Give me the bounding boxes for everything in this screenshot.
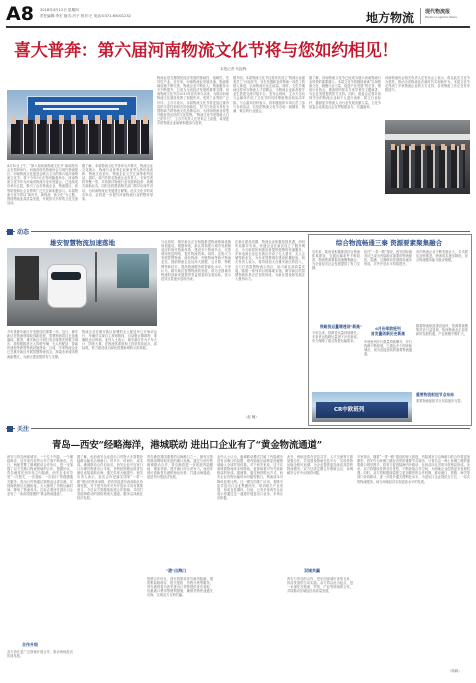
main-headline: 喜大普奔：第六届河南物流文化节将与您如约相见！: [14, 41, 399, 61]
masthead-rule: [6, 26, 470, 28]
article-top-col5: 据了解，河南物流文化节已经成为展示河南物流行业风采的重要窗口。本届文化节将继续秉承“弘扬物流文化、凝聚行业力量、促进产业发展”的宗旨，围绕行业热点，邀请国内知名专家学者作主题演讲，为企业发展提供智力支持。同时，组委会还将对表现突出的物流企业和个人进行表彰，树立行业标杆，激励更多物流人为行业发展贡献力量。文化节组委会也欢迎社会各界积极参与，共襄盛举。: [309, 76, 381, 109]
bottom-col3b: 按照合作协议，西安将建设青岛港内陆港，提供集装箱堆存、报关报检、货物分拨等服务。青岛港则将为西安进出口货物提供优先装船、优惠港口费用等便利措施，确保货物快速通关出海，实现双方互利共赢。: [147, 577, 213, 598]
article2-col2: 依托“一带一路”建设，西安国际港务区已成为内陆地区重要的物流枢纽，陆港、空港联动发展格局逐步形成，对外开放水平持续提升。: [364, 250, 412, 267]
article1-title: 雄安智慧物流加速落地: [50, 239, 115, 247]
bottom-rule: [6, 428, 470, 429]
focus-section-tag: [7, 424, 31, 433]
article-top-col2: 据了解，本届物流文化节将举办开幕式、物流企业文化展示、物流行业优秀企业和优秀人物评选表彰、物流文化论坛、物流企业文艺汇演等系列活动。届时，省内外知名物流企业负责人、专家学者将齐聚一堂，共同探讨物流行业发展新趋势、新模式和新业态。同时还将邀请相关部门领导出席并讲话，为河南物流业发展建言献策。此次文化节的成功举办，必将进一步提升河南物流行业的整体形象。: [82, 164, 153, 201]
headline-byline: 本报记者 代振锋: [220, 67, 247, 71]
article1-col3: 与此同时，雄安新区正在积极推进物流基础设施规划建设。根据规划，新区将构建与城市发展相适应的现代物流体系，建设多个物流节点，完善城市配送网络，提升物流效率。同时，还将大力发展智慧物流、绿色物流、冷链物流等新兴物流业态，鼓励物流企业运用大数据、云计算、物联网等新技术，提高物流服务的智能化水平。专家认为，雄安新区智慧物流的发展，将为全国城市物流的创新发展提供有益借鉴和宝贵经验，其示范效应将逐步显现出来。: [161, 240, 231, 281]
article-top-col6: 河南物流协会相关负责人在发布会上表示，将以此次文化节为契机，推动全省物流业在新时代实现新作为。本届文化节还得到了多家物流企业的大力支持，各项筹备工作正在有序推进中。: [385, 76, 470, 93]
article2-col5: 中欧班列开行数量持续攀升，开行线路不断拓展，已通达多个国家和城市，成为连接亚欧的重要物流通道。: [364, 340, 412, 357]
tag-square-icon-2: [7, 426, 13, 432]
masthead-logo-box: [420, 8, 471, 24]
section-title: 地方物流: [366, 11, 415, 25]
ceremony-photo: [7, 90, 153, 160]
paper-subname: Modern Logistics News: [425, 15, 457, 19]
autonomous-vehicle-photo: [7, 248, 157, 326]
article-top-col3: 物流业是支撑国民经济发展的基础性、战略性、先导性产业。近年来，河南物流业发展迅速，物流基础设施不断完善，物流企业不断壮大，物流服务水平不断提升，已成为全省经济发展的重要支撑。河南物流文化节自2013年首次举办以来，为推动河南物流文化建设发挥了积极作用，受到了业界的广泛好评。主办方表示，本届物流文化节将更加注重内容的丰富性和形式的创新性，努力打造成为具有全国影响力的物流文化品牌活动，为河南物流业转型升级营造良好的文化氛围。“物流文化节是物流人自己的节日”，主办方负责人在发布会上说道，希望更多的物流企业能够积极参与进来。: [157, 76, 229, 126]
right-col-text: 重要物流枢纽节点布局逐步完善。: [416, 399, 464, 403]
bottom-col5: 此外，两地还将在信息共享、人才交流等方面加强合作，共同建设物流信息平台，实现货物运输全程可追溯，为企业提供更加优质高效的物流服务。双方还将定期召开联席会议，协调解决合作中出现的问题。: [287, 455, 353, 476]
page-number: A8: [6, 3, 34, 25]
focus-tag-label: 关注: [17, 426, 30, 433]
bottom-subhead1: 合作升级: [22, 642, 38, 647]
paper-name: 现代物流报: [425, 9, 451, 15]
article2-subhead2: 6月份郑欧班列 首发量创新历史新高: [370, 326, 406, 336]
article1-col4: 在新区建设初期，物流企业积极抢抓机遇，纷纷布局雄安市场。快递企业在新区设立了服务网点，为当地居民和建设者提供便捷的快递服务。多家电商企业也在新区开设了无人超市、无人仓储等新业态，为未来智慧城市建设积累经验。相关负责人表示，将持续加大在雄安新区的投入，全力打造智慧物流示范区，助力新区高质量发展。随着一系列项目的落地实施，雄安新区的智慧物流体系正在加快形成，为新区建设和发展注入强劲动力。: [235, 240, 305, 281]
article-top-col4: 据介绍，本届物流文化节还将首次设立“物流行业最美员工”评选环节，旨在发掘和宣传物流一线员工的感人事迹，弘扬物流行业正能量。同时，文化节期间还将举办物流人才招聘会，为物流企业和高校毕业生搭建交流对接平台。发布会现场，主办方还向与会媒体介绍了文化节的具体筹备情况和活动安排。与会嘉宾纷纷表示，将积极组织本单位员工参与各项活动，共同把物流文化节办成一届精彩、圆满、难忘的行业盛会。: [233, 76, 305, 113]
bottom-headline: 青岛—西安“经略海洋，港城联动 进出口企业有了“黄金物流通道”: [52, 440, 323, 451]
freight-train-photo: [312, 392, 412, 422]
bottom-col6: 专家指出，随着“一带一路”建设的深入推进，内陆城市与沿海港口的合作将更加紧密。西安作为丝绸之路经济带的重要节点城市，与青岛这一海上丝绸之路的重要港口城市携手，将有力促进陆海内外联动、东西双向互济的开放格局形成。未来，双方将继续发挥各自优势，不断拓展合作空间，为两地企业创造更多发展机遇。同时，双方将积极探索建立更加紧密的合作机制，推动港口、铁路、海关等部门协同联动，进一步提升通关便利化水平，为进出口企业提供全方位、一站式的物流服务，助力两地经济实现更高水平的发展。: [357, 455, 470, 484]
bottom-col1: 西安与青岛两座城市，一个位于内陆、一个濒临海洋，近年来在经贸合作方面不断深化。近日，两地签署了港城联动合作协议，进一步加强了双方在港口物流领域的合作。根据协议，青岛港将在西安设立内陆港，西安企业可享受“一次报关、一次查验、一次放行”的便捷通关服务，进出口货物通过铁路直达青岛港，实现海铁联运无缝衔接，大大缩短了货物运输时间，降低了物流成本。这标志着西安进出口企业有了一条高效便捷的“黄金物流通道”。: [7, 455, 73, 496]
article1-col2: 物流企业在雄安新区部署的无人配送车已开始试运行，车辆可实现自主规划路线、自动避让障碍物、准确抵达目的地。业内人士表示，雄安新区作为千年大计、国家大事，在物流体系规划上将坚持高起点、高标准，努力建设成为绿色智慧新城的示范样板。: [82, 330, 157, 351]
article2-subhead1: 铁路货运量增速创"新高": [320, 324, 362, 329]
article2-title: 综合物流畅通三秦 资源要素聚集融合: [335, 239, 443, 247]
audience-photo: [385, 120, 470, 194]
bottom-col1b: 双方将在更广泛领域开展合作，推动两地经济协同发展。: [7, 650, 73, 659]
middle-rule: [6, 231, 470, 232]
article2-col3: 省内物流企业不断发展壮大，多式联运加快推进，物流成本逐步降低，综合物流服务能力稳步增强。: [416, 250, 468, 263]
tag-square-icon: [7, 229, 13, 235]
bottom-col5b: 西安与青岛的合作，是东西部城市优势互补、协同发展的生动实践。双方将以此为起点，进一步深化在物流、贸易、产业等领域的合作，共同推动区域经济高质量发展。: [287, 577, 353, 594]
article-top-col1: 4月10日上午，“第六届河南物流文化节”新闻发布会在郑州举行。河南省现代物流协会与现代物流报社、河南物流文化促进会联合主办的第六届河南物流文化节，将于今年5月在郑州隆重举办。河南物流文化节作为河南省物流行业年度盛会，已连续成功举办五届，吸引了众多物流企业、物流园区、高等院校和社会各界的广泛关注和积极参与。本届物流文化节将以“新时代、新物流、新文化”为主题，围绕物流业高质量发展，开展形式多样的文化交流活动。: [7, 164, 78, 205]
right-col-subhead: 重要物流枢纽节点布局: [416, 392, 454, 397]
middle-ending: （赵 楠）: [244, 415, 259, 419]
article2-col4: 今年以来，铁路货运量持续增长，多条货运线路运量创下历史新高，有力保障了重点物资运输需求。: [312, 331, 360, 344]
article2-col1: 近年来，陕西省积极推进综合物流体系建设，交通运输条件不断改善，物流资源要素加速聚集融合，为全省经济社会发展提供了有力支撑。: [312, 250, 360, 271]
bottom-col2: 据了解，此前西安企业进出口货物大多需要经陆路运输至沿海港口，环节多、时间长、成本高。港城联动合作启动后，西安企业可在家门口办理货物进出口手续，货物经铁路运抵青岛港后直接装船出海，通关效率大幅提升。相关负责人表示，此次合作是落实国家“一带一路”倡议的具体举措，将有效促进东西部地区协调发展，对于提升西安对外开放水平具有重要意义。今后双方将继续拓展合作领域，共同打造陆海联动的国际物流大通道，服务沿线地区经济发展。: [77, 455, 143, 500]
train-label: CR中欧班列: [334, 407, 365, 413]
editor-line: 责任编辑:李宏 版式:冯子 校对:王 电话:0371-65001232: [40, 14, 131, 18]
bottom-subhead2: "港"出海口: [166, 568, 187, 573]
bottom-subhead3: 双城共赢: [304, 568, 320, 573]
article1-col1: 今年是雄安新区开发建设的重要一年。近日，雄安新区在物流领域取得新进展，智慧物流项目正加速落地。据悉，雄安新区计划打造全球领先的数字城市，将积极推进无人驾驶车辆、无人机配送、智能快递柜等新型物流设施建设。目前，多家物流企业已在雄安新区开展智慧物流试点，探索未来城市物流新模式，为新区建设提供有力支撑。: [7, 330, 78, 359]
bottom-col3: 青岛港是我国重要的沿海港口之一，拥有完善的航线网络和先进的港口设施。通过与西安的港城联动合作，青岛港将进一步拓展内陆腹地，增加货源，提升港口综合竞争力。而西安则可借助青岛港的海运优势，打通出海通道，促进外向型经济发展。: [147, 455, 213, 480]
dynamic-section-tag: [7, 227, 31, 236]
bottom-col4: 业内人士认为，港城联动模式打破了内陆城市没有出海口的局限，使内陆地区能够更加便捷地融入全球贸易体系。对于西安来说，这不仅意味着物流成本的降低，更意味着对外开放新格局的形成。据测算，通过海铁联运方式，西安企业货物运输时间可缩短数日，物流成本可降低显著比例。这一模式的推广应用，将吸引更多进出口企业集聚西安，带动相关产业发展，形成良性循环。目前，已有多家西安企业表示将通过这一通道开展进出口业务，市场反应积极。: [217, 455, 283, 500]
date-line: 2018年4月12日 星期四: [40, 8, 79, 12]
section-tag-label: 动态: [17, 229, 30, 236]
article2-col6: 随着物流枢纽建设加快，资源要素聚集效应日益显现，陕西物流业正迎来新的发展机遇，产业规模不断扩大。: [416, 324, 468, 337]
bottom-ending: （转载）: [448, 669, 462, 673]
